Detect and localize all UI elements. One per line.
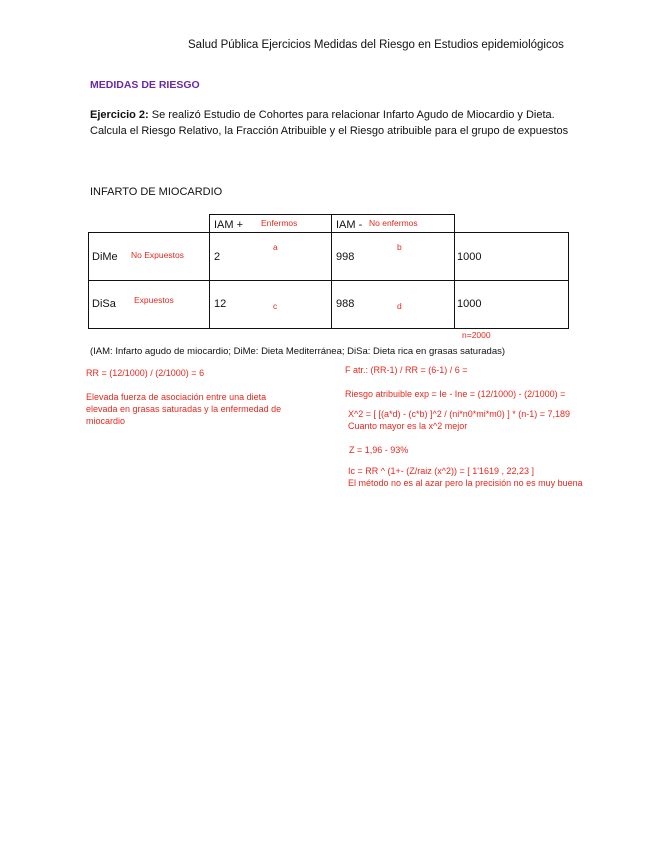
fraction-attributable: F atr.: (RR-1) / RR = (6-1) / 6 = xyxy=(345,365,468,375)
cell-letter-b: b xyxy=(397,242,402,252)
cell-row1-total: 1000 xyxy=(457,251,482,263)
cell-c-value: 12 xyxy=(214,298,227,310)
cell-letter-d: d xyxy=(397,301,402,311)
header-note-enfermos: Enfermos xyxy=(261,218,298,228)
table-footnote: (IAM: Infarto agudo de miocardio; DiMe: Dieta Mediterránea; DiSa: Dieta rica en grasas saturadas) xyxy=(90,346,506,357)
page-header: Salud Pública Ejercicios Medidas del Riesgo en Estudios epidemiológicos xyxy=(188,39,564,51)
cell-row2-total: 1000 xyxy=(457,298,482,310)
header-iam-negative: IAM - xyxy=(336,219,363,231)
confidence-note: El método no es al azar pero la precisión no es muy buena xyxy=(348,478,583,488)
interpretation-line-2: elevada en grasas saturadas y la enfermedad de xyxy=(86,404,282,414)
interpretation-line-1: Elevada fuerza de asociación entre una dieta xyxy=(86,392,267,402)
row-note-no-expuestos: No Expuestos xyxy=(131,250,184,260)
exercise-statement xyxy=(90,107,580,139)
interpretation-line-3: miocardio xyxy=(86,416,126,426)
chi-square-formula: X^2 = [ [(a*d) - (c*b) ]^2 / (ni*n0*mi*m0) ] * (n-1) = 7,189 xyxy=(348,409,571,419)
cell-d-value: 988 xyxy=(336,298,355,310)
exercise-label: Ejercicio 2: xyxy=(90,109,149,121)
row-label-disa: DiSa xyxy=(92,298,116,310)
confidence-interval: Ic = RR ^ (1+- (Z/raiz (x^2)) = [ 1'1619 , 22,23 ] xyxy=(348,466,534,476)
attributable-risk: Riesgo atribuible exp = Ie - Ine = (12/1000) - (2/1000) = xyxy=(345,389,566,399)
table-title: INFARTO DE MIOCARDIO xyxy=(90,186,223,198)
cell-a-value: 2 xyxy=(214,251,221,263)
row-note-expuestos: Expuestos xyxy=(134,295,174,305)
cell-letter-a: a xyxy=(273,242,278,252)
header-iam-positive: IAM + xyxy=(214,219,244,231)
chi-square-note: Cuanto mayor es la x^2 mejor xyxy=(348,421,468,431)
header-note-no-enfermos: No enfermos xyxy=(369,218,418,228)
row-label-dime: DiMe xyxy=(92,251,118,263)
rr-calculation: RR = (12/1000) / (2/1000) = 6 xyxy=(86,368,205,378)
cell-b-value: 998 xyxy=(336,251,355,263)
section-title: MEDIDAS DE RIESGO xyxy=(90,79,200,91)
total-n: n=2000 xyxy=(462,330,491,340)
z-value: Z = 1,96 - 93% xyxy=(349,445,409,455)
cell-letter-c: c xyxy=(273,301,278,311)
exercise-text: Se realizó Estudio de Cohortes para relacionar Infarto Agudo de Miocardio y Dieta. Calcula el Riesgo Relativo, la Fracción Atribuible y el Riesgo atribuible para el grupo de expuestos xyxy=(90,109,569,137)
